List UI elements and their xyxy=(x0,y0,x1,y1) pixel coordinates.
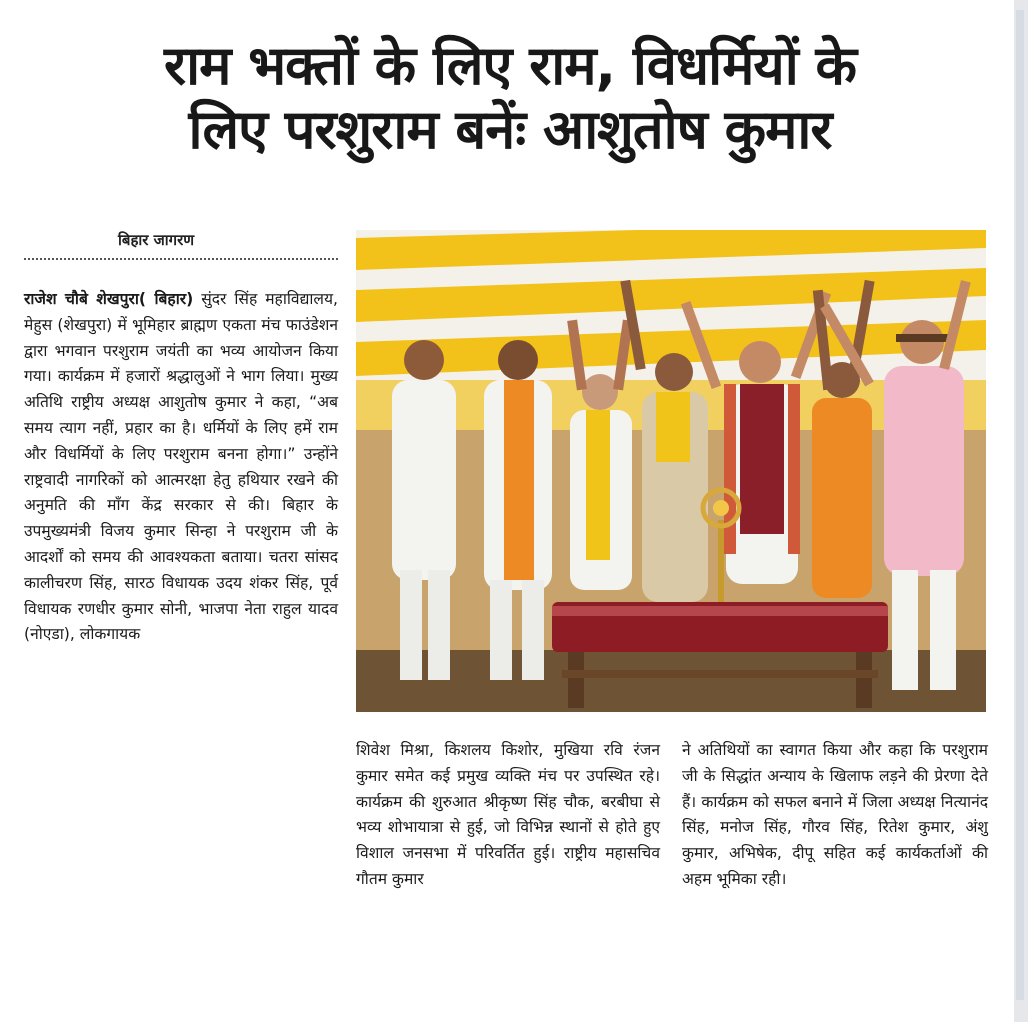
headline-line-1: राम भक्तों के लिए राम, विधर्मियों के xyxy=(164,34,856,97)
source-divider xyxy=(24,258,338,260)
column-1-body: सुंदर सिंह महाविद्यालय, मेहुस (शेखपुरा) में भूमिहार ब्राह्मण एकता मंच फाउंडेशन द्वारा भगवान परशुराम जयंती का भव्य आयोजन किया गया। कार्यक्रम में हजारों श्रद्धालुओं ने भाग लिया। मुख्य अतिथि राष्ट्रीय अध्यक्ष आशुतोष कुमार ने कहा, “अब समय त्याग नहीं, प्रहार का है। धर्मियों के लिए हमें राम और विधर्मियों के लिए परशुराम बनना होगा।” उन्होंने राष्ट्रवादी नागरिकों को आत्मरक्षा हेतु हथियार रखने की अनुमति की माँग केंद्र सरकार से की। बिहार के उपमुख्यमंत्री विजय कुमार सिन्हा ने परशुराम जी के आदर्शों को समय की आवश्यकता बताया। चतरा सांसद कालीचरण सिंह, सारठ विधायक उदय शंकर सिंह, पूर्व विधायक रणधीर कुमार सोनी, भाजपा नेता राहुल यादव (नोएडा), लोकगायक xyxy=(24,290,339,644)
article-column-3: ने अतिथियों का स्वागत किया और कहा कि परशुराम जी के सिद्धांत अन्याय के खिलाफ लड़ने की प्रेरणा देते हैं। कार्यक्रम को सफल बनाने में जिला अध्यक्ष नित्यानंद सिंह, मनोज सिंह, गौरव सिंह, रितेश कुमार, अंशु कुमार, अभिषेक, दीपू सहित कई कार्यकर्ताओं की अहम भूमिका रही। xyxy=(682,741,988,888)
page-edge-strip xyxy=(1014,0,1028,1022)
headline-line-2: लिए परशुराम बनेंः आशुतोष कुमार xyxy=(188,98,832,161)
source-label: बिहार जागरण xyxy=(118,231,195,249)
byline: राजेश चौबे शेखपुरा( बिहार) xyxy=(24,290,194,308)
article-column-1 xyxy=(24,287,338,648)
headline xyxy=(20,34,1000,162)
article-photo xyxy=(356,230,986,712)
article-column-2: शिवेश मिश्रा, किशलय किशोर, मुखिया रवि रंजन कुमार समेत कई प्रमुख व्यक्ति मंच पर उपस्थित रहे। कार्यक्रम की शुरुआत श्रीकृष्ण सिंह चौक, बरबीघा से भव्य शोभायात्रा से हुई, जो विभिन्न स्थानों से होते हुए विशाल जनसभा में परिवर्तित हुई। राष्ट्रीय महासचिव गौतम कुमार xyxy=(356,741,660,888)
